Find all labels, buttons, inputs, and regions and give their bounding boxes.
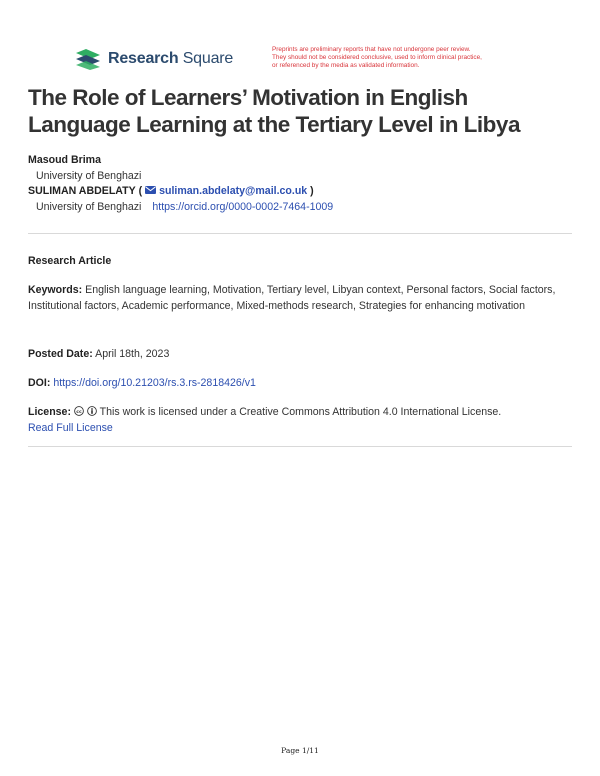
research-square-logo[interactable]	[74, 48, 233, 70]
cc-by-icon	[87, 406, 97, 416]
license-text: This work is licensed under a Creative Commons Attribution 4.0 International License.	[99, 406, 502, 418]
read-full-license-link[interactable]: Read Full License	[28, 422, 113, 434]
orcid-link[interactable]: https://orcid.org/0000-0002-7464-1009	[152, 200, 334, 213]
page-number: Page 1/11	[281, 746, 319, 755]
paper-title: The Role of Learners’ Motivation in English Language Learning at the Tertiary Level in Libya	[28, 85, 520, 137]
doi	[28, 375, 572, 391]
keywords-label: Keywords:	[28, 284, 83, 296]
close-paren: )	[310, 185, 314, 197]
license	[28, 404, 572, 436]
keywords	[28, 282, 572, 314]
article-type: Research Article	[28, 255, 112, 267]
research-square-logo-icon	[74, 48, 102, 70]
logo-wordmark: Research Square	[108, 50, 234, 67]
posted-date-value: April 18th, 2023	[95, 348, 170, 360]
author-list	[28, 153, 572, 215]
cc-icon	[74, 406, 84, 416]
disclaimer-line: They should not be considered conclusive, used to inform clinical practice,	[272, 54, 482, 61]
author-affiliation: University of Benghazi	[36, 200, 142, 213]
author-email-link[interactable]: suliman.abdelaty@mail.co.uk	[159, 185, 308, 197]
disclaimer-line: or referenced by the media as validated information.	[272, 62, 420, 69]
author-name: SULIMAN ABDELATY	[28, 185, 136, 197]
open-paren: (	[138, 185, 143, 197]
envelope-icon	[145, 186, 156, 194]
author-affiliation: University of Benghazi	[36, 169, 142, 182]
posted-date	[28, 346, 572, 362]
keywords-value: English language learning, Motivation, Tertiary level, Libyan context, Personal factors, Social factors, Institutional factors, Academic performance, Mixed-methods research, Strategies for enhancing motivation	[28, 284, 556, 312]
author-line	[28, 184, 572, 200]
author-affiliation-line	[28, 200, 572, 216]
doi-label: DOI:	[28, 377, 51, 389]
preprint-disclaimer	[272, 46, 544, 70]
posted-date-label: Posted Date:	[28, 348, 93, 360]
disclaimer-line: Preprints are preliminary reports that have not undergone peer review.	[272, 46, 471, 53]
author-name: Masoud Brima	[28, 154, 101, 166]
license-label: License:	[28, 406, 71, 418]
doi-link[interactable]: https://doi.org/10.21203/rs.3.rs-2818426/v1	[53, 377, 256, 389]
divider	[28, 446, 572, 447]
page-header	[74, 46, 544, 76]
divider	[28, 233, 572, 234]
svg-text:cc: cc	[76, 409, 82, 415]
